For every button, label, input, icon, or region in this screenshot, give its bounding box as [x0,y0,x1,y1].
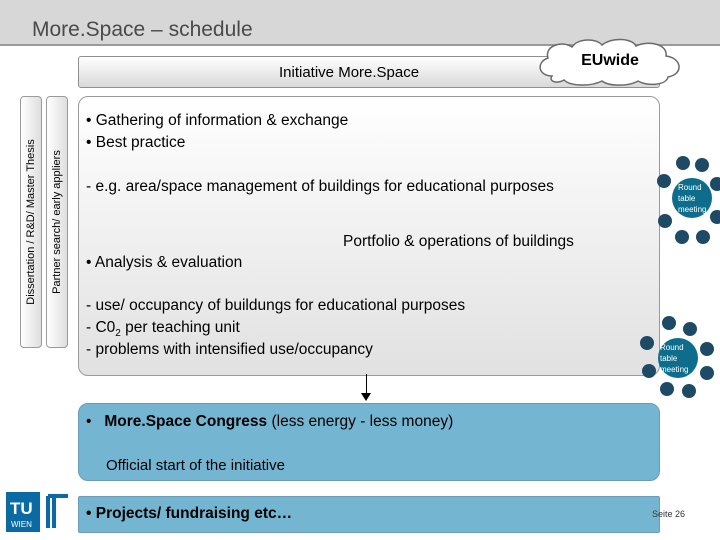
congress-bullet: • [86,413,92,430]
congress-line [86,413,453,431]
roundtable-node [696,230,710,244]
co2-suffix: per teaching unit [120,319,240,336]
official-start: Official start of the initiative [106,457,285,474]
roundtable-node [676,156,690,170]
partner-search-bar [46,96,68,348]
roundtable-node [642,364,656,378]
roundtable-node [657,174,671,188]
initiative-label: Initiative More.Space [279,64,420,81]
co2-subscript: 2 [115,328,121,340]
down-arrow-icon [361,393,371,401]
roundtable-cluster-1 [656,156,720,246]
roundtable-node [682,384,696,398]
roundtable-cluster-2 [640,316,716,400]
roundtable-label: Round table meeting [660,343,689,374]
roundtable-node [695,158,709,172]
tu-wien-logo-icon [6,492,68,532]
congress-rest: (less energy - less money) [267,413,454,430]
dash-problems: - problems with intensified use/occupancy [86,341,373,358]
dissertation-bar [20,96,42,348]
roundtable-node [700,366,714,380]
svg-text:WIEN: WIEN [11,520,32,529]
roundtable-node [662,316,676,330]
dash-area-management: - e.g. area/space management of buildings for educational purposes [86,178,554,195]
euwide-cloud [534,36,686,86]
dash-occupancy: - use/ occupancy of buildungs for educational purposes [86,297,466,314]
bullet-analysis: • Analysis & evaluation [86,254,243,271]
dissertation-label: Dissertation / R&D/ Master Thesis [25,139,37,305]
projects-label: • Projects/ fundraising etc… [86,505,293,522]
euwide-label: EUwide [581,52,639,69]
bullet-best-practice: • Best practice [86,134,186,151]
roundtable-node [683,322,697,336]
portfolio-heading: Portfolio & operations of buildings [343,233,574,250]
dash-co2 [86,319,240,339]
bullet-gathering: • Gathering of information & exchange [86,112,349,129]
tu-wien-logo [6,492,68,532]
partner-search-label: Partner search/ early appliers [51,150,63,294]
svg-text:TU: TU [10,499,33,518]
roundtable-node [658,214,672,228]
congress-title: More.Space Congress [104,413,268,430]
page-number: Seite 26 [652,509,686,519]
roundtable-node [675,230,689,244]
co2-prefix: - C0 [86,319,116,336]
roundtable-label: Round table meeting [678,183,707,214]
roundtable-node [700,342,714,356]
roundtable-node [640,336,654,350]
slide-title: More.Space – schedule [32,18,253,41]
roundtable-node [660,382,674,396]
